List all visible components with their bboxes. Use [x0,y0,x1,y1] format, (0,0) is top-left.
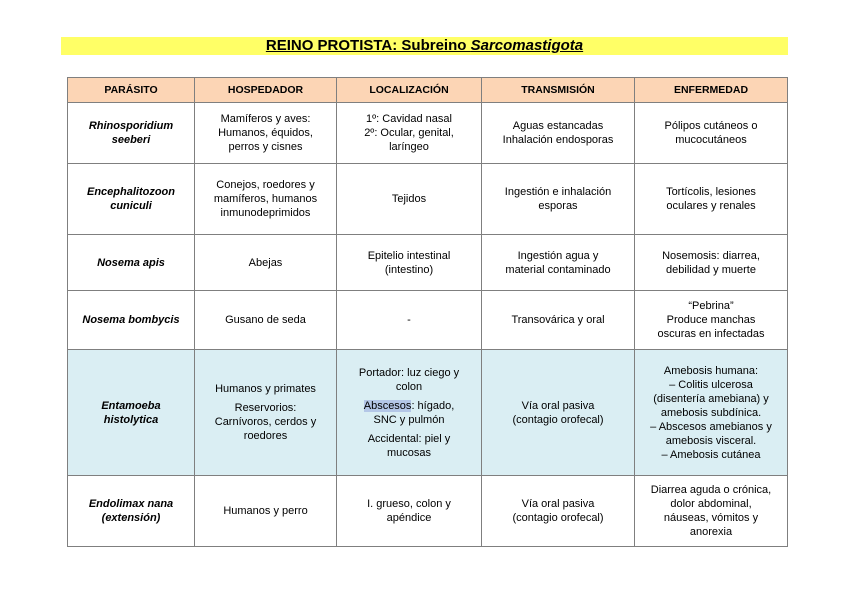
parasite-cell: Entamoeba histolytica [68,350,195,476]
location-cell: - [337,291,482,350]
header-row [68,78,788,103]
header-cell: TRANSMISIÓN [482,78,635,103]
table-row [68,235,788,291]
parasite-cell: Rhinosporidium seeberi [68,103,195,164]
parasite-cell: Endolimax nana (extensión) [68,476,195,547]
parasite-cell: Nosema apis [68,235,195,291]
host-cell: Abejas [195,235,337,291]
title-bar [61,37,788,55]
host-cell: Gusano de seda [195,291,337,350]
host-cell: Conejos, roedores y mamíferos, humanos inmunodeprimidos [195,164,337,235]
transmission-cell: Transovárica y oral [482,291,635,350]
transmission-cell: Ingestión e inhalación esporas [482,164,635,235]
header-cell: PARÁSITO [68,78,195,103]
title-prefix: REINO PROTISTA: Subreino [265,37,471,54]
disease-cell: Tortícolis, lesiones oculares y renales [635,164,788,235]
parasite-table [67,77,788,547]
title-italic: Sarcomastigota [470,37,584,54]
table-row [68,291,788,350]
table-row [68,476,788,547]
transmission-cell: Aguas estancadas Inhalación endosporas [482,103,635,164]
host-cell: Humanos y perro [195,476,337,547]
transmission-cell: Vía oral pasiva (contagio orofecal) [482,350,635,476]
page-title [266,37,583,54]
location-cell: 1º: Cavidad nasal 2º: Ocular, genital, laríngeo [337,103,482,164]
location-cell: Portador: luz ciego y colon Abscesos: hígado, SNC y pulmón Accidental: piel y mucosas [337,350,482,476]
header-cell: HOSPEDADOR [195,78,337,103]
parasite-cell: Nosema bombycis [68,291,195,350]
disease-cell: “Pebrina” Produce manchas oscuras en infectadas [635,291,788,350]
disease-cell: Nosemosis: diarrea, debilidad y muerte [635,235,788,291]
location-cell: Epitelio intestinal (intestino) [337,235,482,291]
selected-text[interactable]: Abscesos [363,399,412,412]
header-cell: LOCALIZACIÓN [337,78,482,103]
disease-cell: Amebosis humana: – Colitis ulcerosa (disentería amebiana) y amebosis subdínica. – Abscesos amebianos y amebosis visceral. – Amebosis cutánea [635,350,788,476]
disease-cell: Diarrea aguda o crónica, dolor abdominal, náuseas, vómitos y anorexia [635,476,788,547]
transmission-cell: Ingestión agua y material contaminado [482,235,635,291]
parasite-cell: Encephalitozoon cuniculi [68,164,195,235]
host-cell: Mamíferos y aves: Humanos, équidos, perros y cisnes [195,103,337,164]
disease-cell: Pólipos cutáneos o mucocutáneos [635,103,788,164]
transmission-cell: Vía oral pasiva (contagio orofecal) [482,476,635,547]
location-cell: Tejidos [337,164,482,235]
location-cell: I. grueso, colon y apéndice [337,476,482,547]
header-cell: ENFERMEDAD [635,78,788,103]
table-row [68,164,788,235]
host-cell: Humanos y primates Reservorios: Carnívoros, cerdos y roedores [195,350,337,476]
table-row [68,350,788,476]
table-row [68,103,788,164]
